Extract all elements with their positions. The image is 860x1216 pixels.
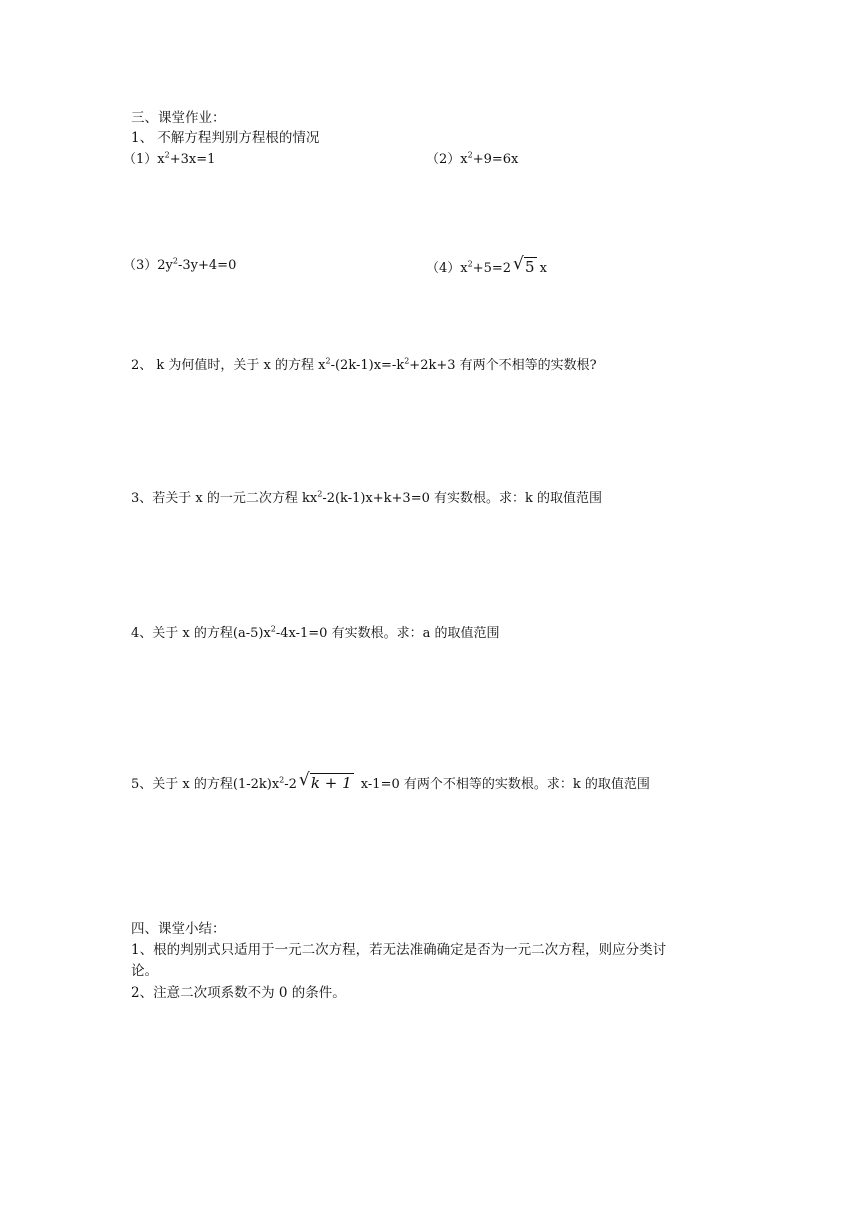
question-1a	[123, 151, 215, 169]
question-5-post: x-1=0 有两个不相等的实数根。求：k 的取值范围	[356, 777, 650, 792]
question-1c-label: （3）	[123, 258, 158, 273]
question-1b-label: （2）	[426, 152, 461, 167]
question-1b-rest: +9=6x	[472, 152, 519, 167]
section-3-title: 三、课堂作业：	[131, 110, 226, 126]
question-1c-exponent: 2	[172, 256, 178, 266]
question-1d-exponent: 2	[467, 259, 473, 269]
question-2-post: +2k+3 有两个不相等的实数根?	[409, 358, 597, 373]
question-1c	[123, 257, 236, 275]
question-2	[131, 357, 597, 375]
question-1a-rest: +3x=1	[169, 152, 216, 167]
question-3-post: -2(k-1)x+k+3=0 有实数根。求：k 的取值范围	[322, 491, 603, 506]
question-2-exponent-2: 2	[404, 356, 410, 366]
summary-item-1-line-2: 论。	[131, 963, 158, 979]
sqrt-k-plus-1-radicand: k + 1	[310, 774, 352, 792]
summary-item-1-line-1: 1、根的判别式只适用于一元二次方程，若无法准确确定是否为一元二次方程，则应分类讨	[131, 942, 667, 958]
summary-item-2: 2、注意二次项系数不为 0 的条件。	[131, 985, 346, 1001]
question-5-pre: 5、关于 x 的方程(1-2k)x	[131, 777, 280, 792]
question-1d-mid: +5=2	[472, 261, 512, 276]
radical-sign-icon: √	[298, 770, 310, 790]
question-1b-base: x	[460, 152, 468, 167]
question-1d-label: （4）	[426, 261, 461, 276]
section-4-title: 四、课堂小结：	[131, 921, 226, 937]
question-4-pre: 4、关于 x 的方程(a-5)x	[131, 626, 271, 641]
sqrt-k-plus-1	[298, 770, 354, 794]
question-1d-rest: x	[539, 261, 547, 276]
question-2-exponent-1: 2	[325, 356, 331, 366]
question-1c-rest: -3y+4=0	[178, 258, 237, 273]
question-3	[131, 490, 602, 508]
question-3-exponent: 2	[317, 489, 323, 499]
question-5-mid: -2	[284, 777, 297, 792]
question-4-post: -4x-1=0 有实数根。求：a 的取值范围	[275, 626, 500, 641]
radical-sign-icon: √	[513, 254, 524, 274]
question-3-pre: 3、若关于 x 的一元二次方程 kx	[131, 491, 318, 506]
question-1a-label: （1）	[123, 152, 158, 167]
question-1a-exponent: 2	[164, 150, 170, 160]
question-1a-base: x	[157, 152, 165, 167]
question-5-exponent: 2	[279, 775, 285, 785]
question-5	[131, 770, 650, 794]
question-1d-base: x	[460, 261, 468, 276]
question-1b	[426, 151, 518, 169]
sqrt-5-radicand: 5	[525, 258, 535, 276]
question-2-mid: -(2k-1)x=-k	[330, 358, 405, 373]
question-4-exponent: 2	[270, 624, 276, 634]
question-1b-exponent: 2	[467, 150, 473, 160]
question-1-prompt: 1、 不解方程判别方程根的情况	[131, 130, 320, 146]
question-4	[131, 625, 499, 643]
question-1c-base: 2y	[157, 258, 173, 273]
sqrt-5	[513, 254, 537, 278]
question-1d	[426, 254, 547, 278]
question-2-pre: 2、 k 为何值时，关于 x 的方程 x	[131, 358, 326, 373]
